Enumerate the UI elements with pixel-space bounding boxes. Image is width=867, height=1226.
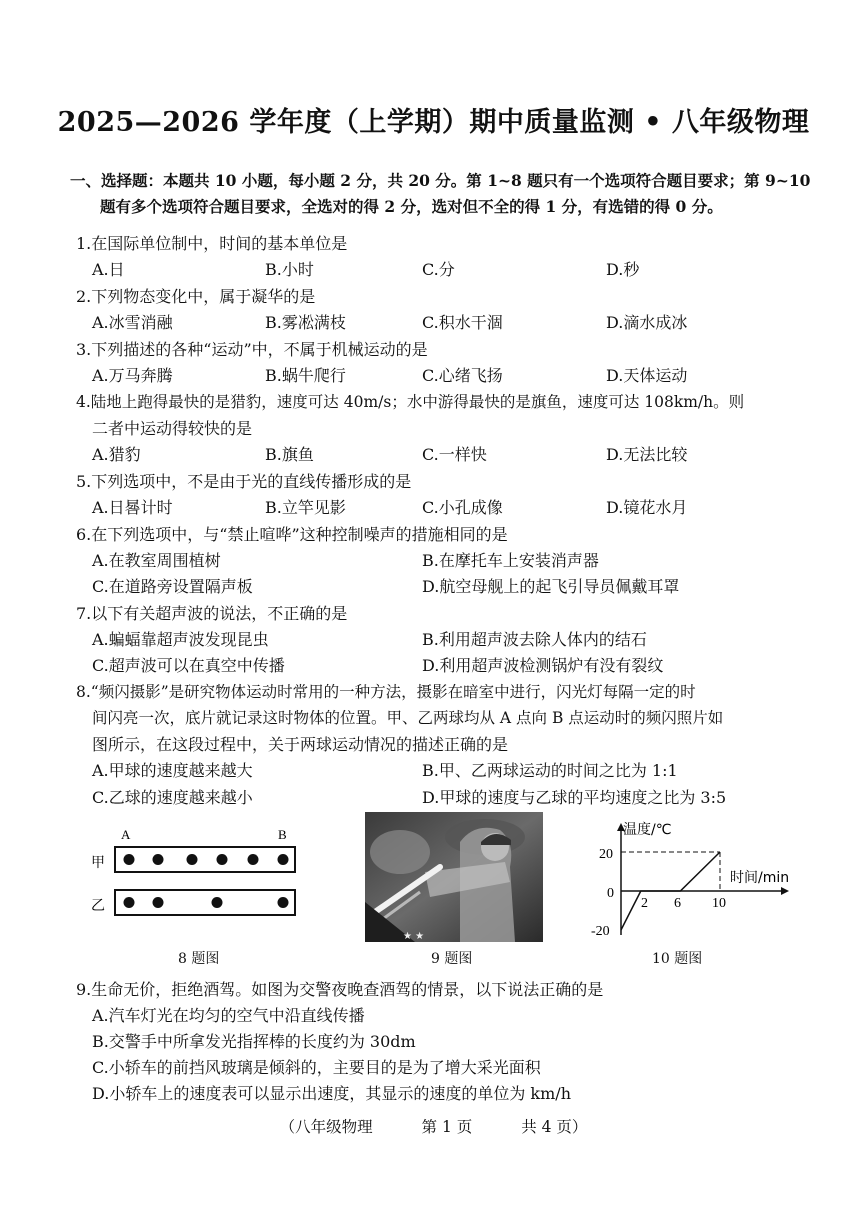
page-title: 2025—2026 学年度（上学期）期中质量监测 • 八年级物理 bbox=[57, 107, 810, 138]
page-footer bbox=[0, 1115, 867, 1137]
fig8-ball-jia bbox=[248, 854, 259, 865]
q3-option-b: B.蜗牛爬行 bbox=[265, 366, 346, 385]
q4-option-d: D.无法比较 bbox=[606, 445, 688, 464]
q2-option-c: C.积水干涸 bbox=[422, 313, 503, 332]
figure-8-strobe-diagram bbox=[85, 822, 310, 932]
figure-9-police-photo bbox=[365, 812, 543, 942]
q4-option-b: B.旗鱼 bbox=[265, 445, 314, 464]
fig8-label-a: A bbox=[121, 827, 131, 842]
fig8-track-jia bbox=[115, 847, 295, 872]
q1-option-d: D.秒 bbox=[606, 260, 640, 279]
question-2-stem: 2.下列物态变化中，属于凝华的是 bbox=[76, 287, 316, 306]
q7-option-c: C.超声波可以在真空中传播 bbox=[92, 656, 285, 675]
q9-option-a: A.汽车灯光在均匀的空气中沿直线传播 bbox=[92, 1006, 365, 1025]
section-line-1: 一、选择题：本题共 10 小题，每小题 2 分，共 20 分。第 1~8 题只有一个选项符合题目要求；第 9~10 bbox=[70, 171, 811, 190]
fig8-track-yi bbox=[115, 890, 295, 915]
fig10-y-tick-0: 0 bbox=[607, 886, 614, 901]
q8-option-b: B.甲、乙两球运动的时间之比为 1:1 bbox=[422, 761, 678, 780]
q6-option-c: C.在道路旁设置隔声板 bbox=[92, 577, 253, 596]
fig10-x-axis-label: 时间/min bbox=[730, 870, 790, 886]
section-line-2: 题有多个选项符合题目要求，全选对的得 2 分，选对但不全的得 1 分，有选错的得 0 分。 bbox=[100, 197, 723, 216]
q7-option-b: B.利用超声波去除人体内的结石 bbox=[422, 630, 647, 649]
fig8-row-label-jia: 甲 bbox=[91, 855, 105, 871]
q5-option-a: A.日晷计时 bbox=[92, 498, 173, 517]
fig8-ball-yi bbox=[153, 897, 164, 908]
q3-option-a: A.万马奔腾 bbox=[92, 366, 173, 385]
question-3-stem: 3.下列描述的各种“运动”中，不属于机械运动的是 bbox=[76, 340, 428, 359]
fig10-x-tick-2: 2 bbox=[641, 896, 648, 911]
fig8-ball-yi bbox=[212, 897, 223, 908]
q7-option-a: A.蝙蝠靠超声波发现昆虫 bbox=[92, 630, 269, 649]
figure-10-caption: 10 题图 bbox=[652, 951, 703, 967]
footer-page: 第 1 页 bbox=[421, 1118, 473, 1136]
question-8-stem-2: 间闪亮一次，底片就记录这时物体的位置。甲、乙两球均从 A 点向 B 点运动时的频闪照片如 bbox=[92, 709, 724, 727]
question-6-stem: 6.在下列选项中，与“禁止喧哗”这种控制噪声的措施相同的是 bbox=[76, 525, 508, 544]
svg-text:★ ★: ★ ★ bbox=[403, 931, 425, 942]
question-1-stem: 1.在国际单位制中，时间的基本单位是 bbox=[76, 234, 348, 253]
fig8-ball-yi bbox=[278, 897, 289, 908]
fig8-row-label-yi: 乙 bbox=[91, 898, 105, 914]
q8-option-d: D.甲球的速度与乙球的平均速度之比为 3:5 bbox=[422, 788, 727, 807]
q6-option-b: B.在摩托车上安装消声器 bbox=[422, 551, 599, 570]
fig10-y-axis-label: 温度/℃ bbox=[623, 822, 672, 838]
q6-option-d: D.航空母舰上的起飞引导员佩戴耳罩 bbox=[422, 577, 680, 596]
q8-option-c: C.乙球的速度越来越小 bbox=[92, 788, 253, 807]
figure-9-caption: 9 题图 bbox=[431, 951, 473, 967]
question-5-stem: 5.下列选项中，不是由于光的直线传播形成的是 bbox=[76, 472, 412, 491]
q9-option-c: C.小轿车的前挡风玻璃是倾斜的，主要目的是为了增大采光面积 bbox=[92, 1058, 541, 1077]
q9-option-d: D.小轿车上的速度表可以显示出速度，其显示的速度的单位为 km/h bbox=[92, 1084, 571, 1103]
question-8-stem-1: 8.“频闪摄影”是研究物体运动时常用的一种方法，摄影在暗室中进行，闪光灯每隔一定的时 bbox=[76, 683, 696, 701]
q1-option-a: A.日 bbox=[92, 260, 125, 279]
q9-option-b: B.交警手中所拿发光指挥棒的长度约为 30dm bbox=[92, 1032, 416, 1051]
question-4-stem-2: 二者中运动得较快的是 bbox=[92, 419, 253, 438]
q2-option-b: B.雾凇满枝 bbox=[265, 313, 346, 332]
fig8-ball-jia bbox=[153, 854, 164, 865]
fig8-ball-jia bbox=[217, 854, 228, 865]
fig8-ball-jia bbox=[124, 854, 135, 865]
question-9-stem: 9.生命无价，拒绝酒驾。如图为交警夜晚查酒驾的情景，以下说法正确的是 bbox=[76, 980, 604, 999]
q2-option-d: D.滴水成冰 bbox=[606, 313, 688, 332]
fig10-x-tick-6: 6 bbox=[674, 896, 681, 911]
figure-8-caption: 8 题图 bbox=[178, 951, 220, 967]
q1-option-c: C.分 bbox=[422, 260, 455, 279]
question-4-stem-1: 4.陆地上跑得最快的是猎豹，速度可达 40m/s；水中游得最快的是旗鱼，速度可达 108km/h。则 bbox=[76, 393, 745, 411]
fig10-x-tick-10: 10 bbox=[712, 896, 726, 911]
question-8-stem-3: 图所示，在这段过程中，关于两球运动情况的描述正确的是 bbox=[92, 735, 509, 754]
q5-option-b: B.立竿见影 bbox=[265, 498, 346, 517]
fig10-x-axis-arrow bbox=[781, 887, 789, 895]
fig8-label-b: B bbox=[278, 827, 287, 842]
q4-option-a: A.猎豹 bbox=[92, 445, 141, 464]
q3-option-d: D.天体运动 bbox=[606, 366, 688, 385]
q5-option-d: D.镜花水月 bbox=[606, 498, 688, 517]
q6-option-a: A.在教室周围植树 bbox=[92, 551, 221, 570]
q8-option-a: A.甲球的速度越来越大 bbox=[92, 761, 253, 780]
fig8-ball-jia bbox=[278, 854, 289, 865]
q2-option-a: A.冰雪消融 bbox=[92, 313, 173, 332]
fig10-y-tick-20: 20 bbox=[599, 847, 613, 862]
fig8-ball-jia bbox=[187, 854, 198, 865]
q7-option-d: D.利用超声波检测锅炉有没有裂纹 bbox=[422, 656, 664, 675]
figure-10-chart bbox=[585, 815, 800, 940]
q3-option-c: C.心绪飞扬 bbox=[422, 366, 503, 385]
footer-total: 共 4 页） bbox=[521, 1118, 588, 1136]
fig8-ball-yi bbox=[124, 897, 135, 908]
section-instructions bbox=[70, 168, 815, 220]
fig10-y-tick-neg20: -20 bbox=[591, 924, 610, 939]
question-7-stem: 7.以下有关超声波的说法，不正确的是 bbox=[76, 604, 348, 623]
q5-option-c: C.小孔成像 bbox=[422, 498, 503, 517]
q1-option-b: B.小时 bbox=[265, 260, 314, 279]
q4-option-c: C.一样快 bbox=[422, 445, 487, 464]
footer-subject: （八年级物理 bbox=[279, 1118, 373, 1136]
